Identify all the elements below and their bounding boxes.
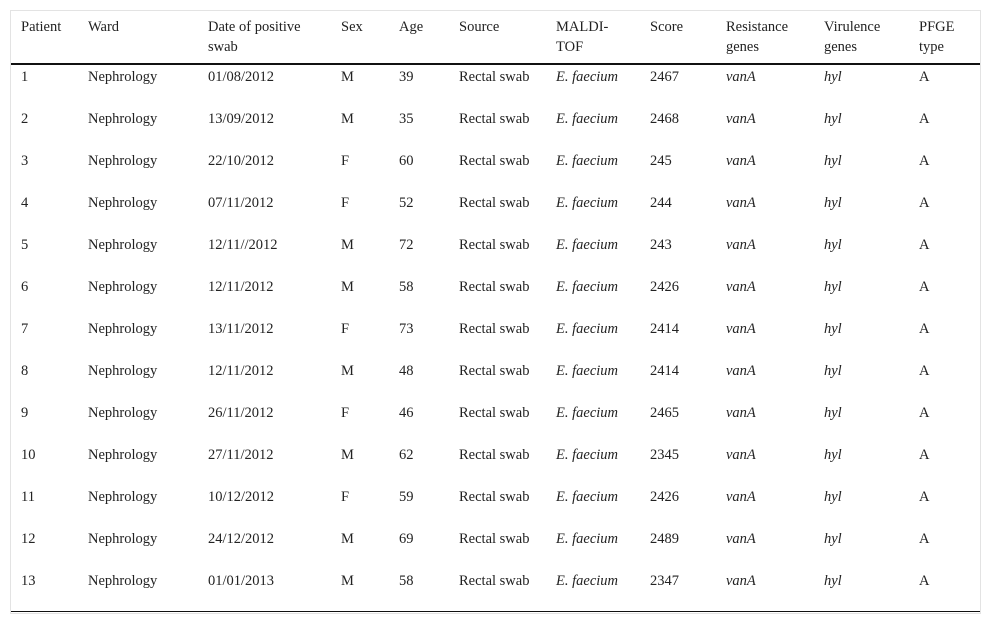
cell-date: 12/11/2012: [208, 279, 274, 295]
table-header: [11, 11, 980, 64]
cell-resistance-genes: vanA: [726, 363, 756, 379]
cell-maldi-tof: E. faecium: [556, 447, 619, 463]
cell-pfge-type: A: [919, 573, 930, 589]
cell-virulence-genes: hyl: [824, 405, 842, 421]
cell-score: 2467: [650, 69, 679, 85]
cell-score: 245: [650, 153, 672, 169]
cell-ward: Nephrology: [88, 195, 158, 211]
cell-maldi-tof: E. faecium: [556, 111, 619, 127]
cell-pfge-type: A: [919, 489, 930, 505]
cell-sex: M: [341, 237, 354, 253]
cell-ward: Nephrology: [88, 531, 158, 547]
header-ward: Ward: [88, 19, 120, 35]
cell-virulence-genes: hyl: [824, 195, 842, 211]
cell-pfge-type: A: [919, 405, 930, 421]
cell-ward: Nephrology: [88, 237, 158, 253]
cell-pfge-type: A: [919, 153, 930, 169]
table-row: [11, 233, 980, 275]
cell-date: 27/11/2012: [208, 447, 274, 463]
cell-date: 01/01/2013: [208, 573, 275, 589]
cell-ward: Nephrology: [88, 111, 158, 127]
cell-pfge-type: A: [919, 531, 930, 547]
cell-resistance-genes: vanA: [726, 405, 756, 421]
cell-resistance-genes: vanA: [726, 153, 756, 169]
cell-ward: Nephrology: [88, 405, 158, 421]
cell-date: 12/11//2012: [208, 237, 278, 253]
cell-ward: Nephrology: [88, 573, 158, 589]
cell-resistance-genes: vanA: [726, 279, 756, 295]
cell-pfge-type: A: [919, 321, 930, 337]
cell-score: 2426: [650, 489, 679, 505]
cell-source: Rectal swab: [459, 447, 530, 463]
cell-date: 13/11/2012: [208, 321, 274, 337]
header-age: Age: [399, 19, 424, 35]
cell-source: Rectal swab: [459, 111, 530, 127]
cell-virulence-genes: hyl: [824, 279, 842, 295]
cell-resistance-genes: vanA: [726, 489, 756, 505]
cell-sex: M: [341, 447, 354, 463]
header-pfge-type: PFGE type: [919, 19, 955, 55]
cell-maldi-tof: E. faecium: [556, 237, 619, 253]
cell-patient: 8: [21, 363, 29, 379]
table-row: [11, 317, 980, 359]
cell-patient: 13: [21, 573, 36, 589]
cell-maldi-tof: E. faecium: [556, 573, 619, 589]
cell-source: Rectal swab: [459, 363, 530, 379]
cell-patient: 4: [21, 195, 29, 211]
cell-ward: Nephrology: [88, 447, 158, 463]
cell-age: 60: [399, 153, 414, 169]
cell-maldi-tof: E. faecium: [556, 321, 619, 337]
cell-virulence-genes: hyl: [824, 69, 842, 85]
cell-maldi-tof: E. faecium: [556, 489, 619, 505]
header-maldi-tof: MALDI-TOF: [556, 19, 609, 55]
cell-pfge-type: A: [919, 279, 930, 295]
cell-patient: 10: [21, 447, 36, 463]
cell-resistance-genes: vanA: [726, 573, 756, 589]
table-row: [11, 107, 980, 149]
cell-age: 46: [399, 405, 414, 421]
cell-score: 244: [650, 195, 672, 211]
cell-virulence-genes: hyl: [824, 153, 842, 169]
cell-patient: 5: [21, 237, 29, 253]
table-row: [11, 401, 980, 443]
cell-source: Rectal swab: [459, 321, 530, 337]
cell-score: 2414: [650, 321, 679, 337]
cell-score: 2345: [650, 447, 679, 463]
cell-ward: Nephrology: [88, 153, 158, 169]
cell-age: 48: [399, 363, 414, 379]
header-row: [11, 11, 980, 64]
cell-age: 72: [399, 237, 414, 253]
cell-age: 58: [399, 573, 414, 589]
cell-age: 58: [399, 279, 414, 295]
cell-age: 39: [399, 69, 414, 85]
table-row: [11, 275, 980, 317]
cell-patient: 7: [21, 321, 29, 337]
cell-maldi-tof: E. faecium: [556, 405, 619, 421]
cell-score: 2468: [650, 111, 679, 127]
cell-maldi-tof: E. faecium: [556, 279, 619, 295]
cell-pfge-type: A: [919, 237, 930, 253]
cell-source: Rectal swab: [459, 573, 530, 589]
cell-sex: F: [341, 321, 350, 337]
cell-ward: Nephrology: [88, 363, 158, 379]
header-source: Source: [459, 19, 500, 35]
cell-score: 2489: [650, 531, 679, 547]
cell-source: Rectal swab: [459, 69, 530, 85]
table-bottom-rule: [11, 611, 980, 612]
cell-virulence-genes: hyl: [824, 363, 842, 379]
cell-date: 01/08/2012: [208, 69, 275, 85]
cell-age: 69: [399, 531, 414, 547]
cell-date: 10/12/2012: [208, 489, 275, 505]
cell-resistance-genes: vanA: [726, 531, 756, 547]
cell-ward: Nephrology: [88, 489, 158, 505]
cell-maldi-tof: E. faecium: [556, 69, 619, 85]
cell-virulence-genes: hyl: [824, 321, 842, 337]
table-row: [11, 64, 980, 107]
patient-table-container: [10, 10, 981, 614]
header-score: Score: [650, 19, 684, 35]
cell-sex: M: [341, 69, 354, 85]
cell-date: 12/11/2012: [208, 363, 274, 379]
patient-table: [11, 11, 980, 611]
cell-age: 73: [399, 321, 414, 337]
cell-source: Rectal swab: [459, 489, 530, 505]
cell-pfge-type: A: [919, 447, 930, 463]
table-row: [11, 359, 980, 401]
cell-score: 2465: [650, 405, 679, 421]
cell-pfge-type: A: [919, 363, 930, 379]
cell-patient: 3: [21, 153, 29, 169]
cell-resistance-genes: vanA: [726, 237, 756, 253]
cell-source: Rectal swab: [459, 531, 530, 547]
cell-score: 2426: [650, 279, 679, 295]
cell-virulence-genes: hyl: [824, 447, 842, 463]
cell-sex: M: [341, 279, 354, 295]
cell-patient: 2: [21, 111, 29, 127]
cell-source: Rectal swab: [459, 405, 530, 421]
cell-virulence-genes: hyl: [824, 111, 842, 127]
cell-date: 22/10/2012: [208, 153, 275, 169]
cell-resistance-genes: vanA: [726, 447, 756, 463]
table-body: [11, 64, 980, 611]
cell-virulence-genes: hyl: [824, 531, 842, 547]
cell-patient: 12: [21, 531, 36, 547]
cell-resistance-genes: vanA: [726, 111, 756, 127]
table-row: [11, 527, 980, 569]
cell-resistance-genes: vanA: [726, 195, 756, 211]
cell-score: 2347: [650, 573, 679, 589]
cell-pfge-type: A: [919, 69, 930, 85]
cell-age: 62: [399, 447, 414, 463]
cell-date: 07/11/2012: [208, 195, 274, 211]
cell-source: Rectal swab: [459, 195, 530, 211]
cell-sex: M: [341, 363, 354, 379]
cell-sex: F: [341, 153, 350, 169]
cell-date: 26/11/2012: [208, 405, 274, 421]
cell-resistance-genes: vanA: [726, 321, 756, 337]
cell-date: 24/12/2012: [208, 531, 275, 547]
cell-maldi-tof: E. faecium: [556, 363, 619, 379]
cell-source: Rectal swab: [459, 153, 530, 169]
cell-score: 243: [650, 237, 672, 253]
table-row: [11, 443, 980, 485]
cell-score: 2414: [650, 363, 679, 379]
table-row: [11, 149, 980, 191]
cell-sex: F: [341, 405, 350, 421]
cell-maldi-tof: E. faecium: [556, 531, 619, 547]
cell-ward: Nephrology: [88, 279, 158, 295]
header-resistance-genes: Resistance genes: [726, 19, 789, 55]
cell-sex: F: [341, 195, 350, 211]
header-patient: Patient: [21, 19, 62, 35]
cell-pfge-type: A: [919, 195, 930, 211]
table-row: [11, 191, 980, 233]
header-virulence-genes: Virulence genes: [824, 19, 881, 55]
cell-age: 52: [399, 195, 414, 211]
cell-maldi-tof: E. faecium: [556, 195, 619, 211]
cell-virulence-genes: hyl: [824, 573, 842, 589]
cell-sex: M: [341, 531, 354, 547]
cell-sex: F: [341, 489, 350, 505]
header-date: Date of positive swab: [208, 19, 301, 55]
cell-virulence-genes: hyl: [824, 489, 842, 505]
cell-ward: Nephrology: [88, 321, 158, 337]
header-sex: Sex: [341, 19, 363, 35]
cell-resistance-genes: vanA: [726, 69, 756, 85]
cell-virulence-genes: hyl: [824, 237, 842, 253]
cell-date: 13/09/2012: [208, 111, 275, 127]
cell-patient: 9: [21, 405, 29, 421]
cell-maldi-tof: E. faecium: [556, 153, 619, 169]
cell-patient: 6: [21, 279, 29, 295]
cell-sex: M: [341, 111, 354, 127]
cell-patient: 11: [21, 489, 35, 505]
cell-pfge-type: A: [919, 111, 930, 127]
cell-patient: 1: [21, 69, 29, 85]
cell-age: 35: [399, 111, 414, 127]
cell-age: 59: [399, 489, 414, 505]
cell-ward: Nephrology: [88, 69, 158, 85]
cell-source: Rectal swab: [459, 279, 530, 295]
table-row: [11, 485, 980, 527]
table-row: [11, 569, 980, 611]
cell-source: Rectal swab: [459, 237, 530, 253]
cell-sex: M: [341, 573, 354, 589]
